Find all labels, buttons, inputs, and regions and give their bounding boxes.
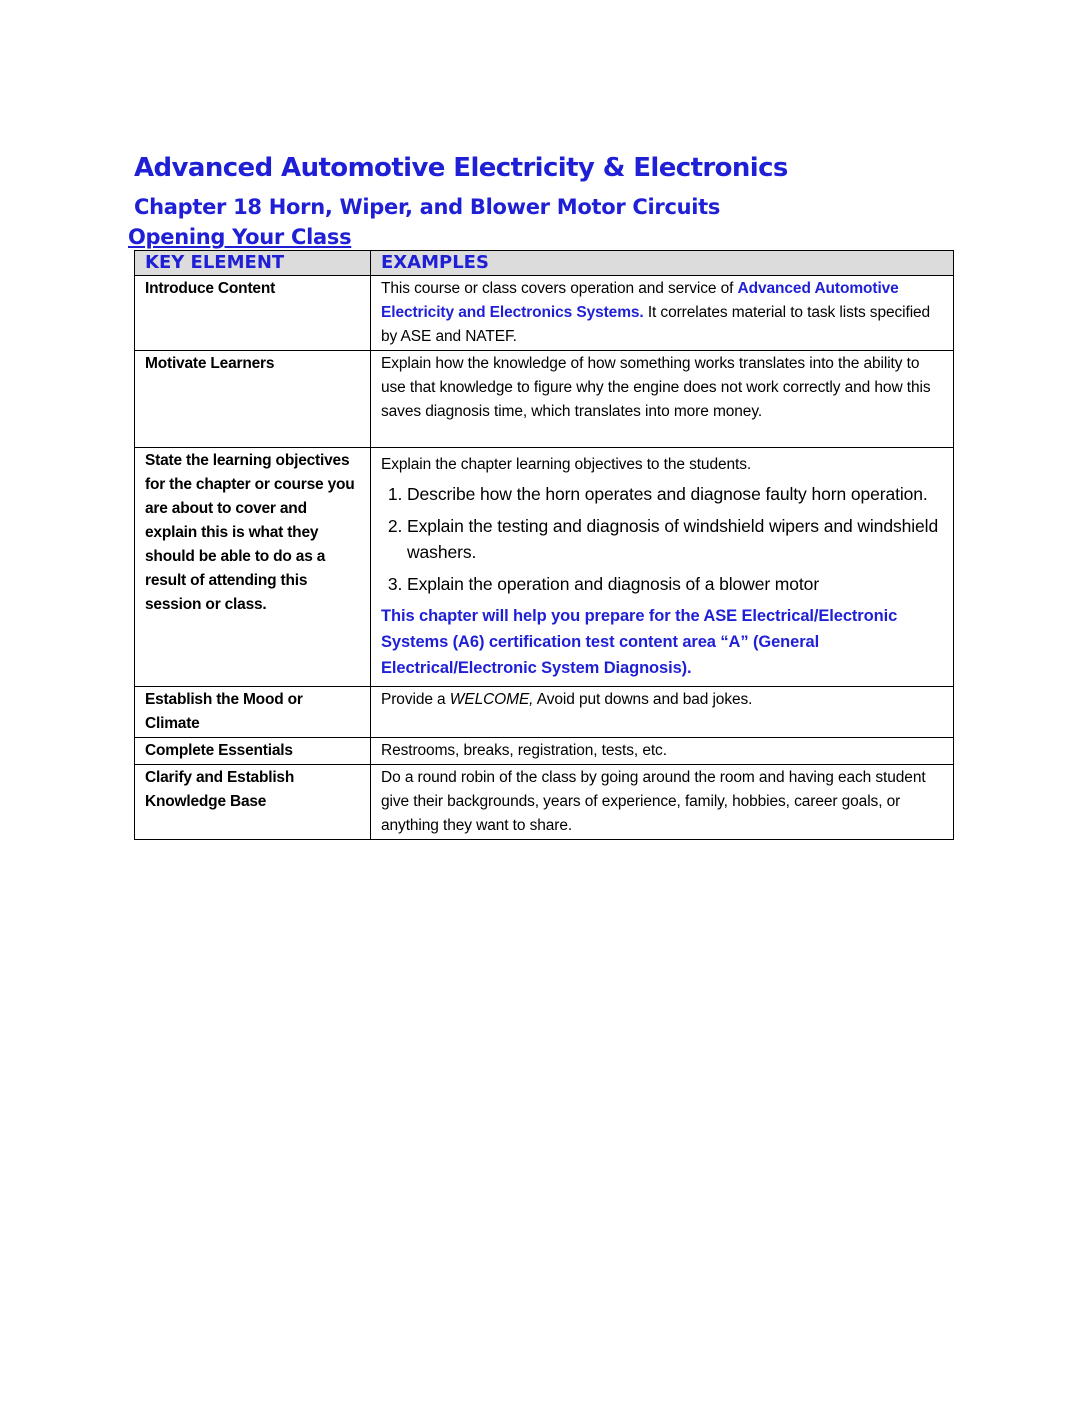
example-cell: Restrooms, breaks, registration, tests, etc. (371, 738, 954, 765)
example-cell: Explain how the knowledge of how something works translates into the ability to use that knowledge to figure why the engine does not work correctly and how this saves diagnosis time, which translates into more money. (371, 351, 954, 448)
table-row (135, 765, 954, 840)
table-header-row (135, 251, 954, 276)
table-row (135, 276, 954, 351)
key-element-cell: Motivate Learners (135, 351, 371, 448)
example-text: Provide a (381, 691, 450, 708)
chapter-title: Chapter 18 Horn, Wiper, and Blower Motor Circuits (134, 195, 721, 219)
key-element-cell: State the learning objectives for the chapter or course you are about to cover and explain this is what they should be able to do as a result of attending this session or class. (135, 448, 371, 687)
document-page (128, 148, 954, 840)
list-item: 3. Explain the operation and diagnosis of a blower motor (407, 571, 943, 597)
example-cell: Do a round robin of the class by going around the room and having each student give their backgrounds, years of experience, family, hobbies, career goals, or anything they want to share. (371, 765, 954, 840)
welcome-emphasis: WELCOME, (449, 691, 534, 708)
example-text: Avoid put downs and bad jokes. (533, 691, 753, 708)
example-text: This course or class covers operation and service of (381, 280, 738, 297)
header-key-element: KEY ELEMENT (135, 251, 371, 276)
objectives-intro: Explain the chapter learning objectives to the students. (381, 456, 752, 473)
table-row (135, 738, 954, 765)
table-row (135, 351, 954, 448)
opening-class-table (134, 250, 954, 840)
example-cell (371, 276, 954, 351)
key-element-cell: Clarify and Establish Knowledge Base (135, 765, 371, 840)
key-element-cell: Establish the Mood or Climate (135, 687, 371, 738)
example-cell (371, 448, 954, 687)
key-element-cell: Complete Essentials (135, 738, 371, 765)
table-row (135, 687, 954, 738)
header-examples: EXAMPLES (371, 251, 954, 276)
list-item: 1. Describe how the horn operates and diagnose faulty horn operation. (407, 481, 943, 507)
ase-certification-note: This chapter will help you prepare for the ASE Electrical/Electronic Systems (A6) certification test content area “A” (General Electrical/Electronic System Diagnosis). (381, 607, 898, 677)
objectives-list (381, 481, 943, 597)
key-element-cell: Introduce Content (135, 276, 371, 351)
example-cell (371, 687, 954, 738)
example-text: It correlates material to task lists specified by ASE and NATEF. (381, 304, 931, 345)
course-name-highlight: Advanced Automotive Electricity and Electronics Systems. (381, 280, 899, 321)
section-heading: Opening Your Class (128, 225, 352, 249)
table-row (135, 448, 954, 687)
document-title: Advanced Automotive Electricity & Electronics (134, 153, 788, 183)
list-item: 2. Explain the testing and diagnosis of windshield wipers and windshield washers. (407, 513, 943, 565)
